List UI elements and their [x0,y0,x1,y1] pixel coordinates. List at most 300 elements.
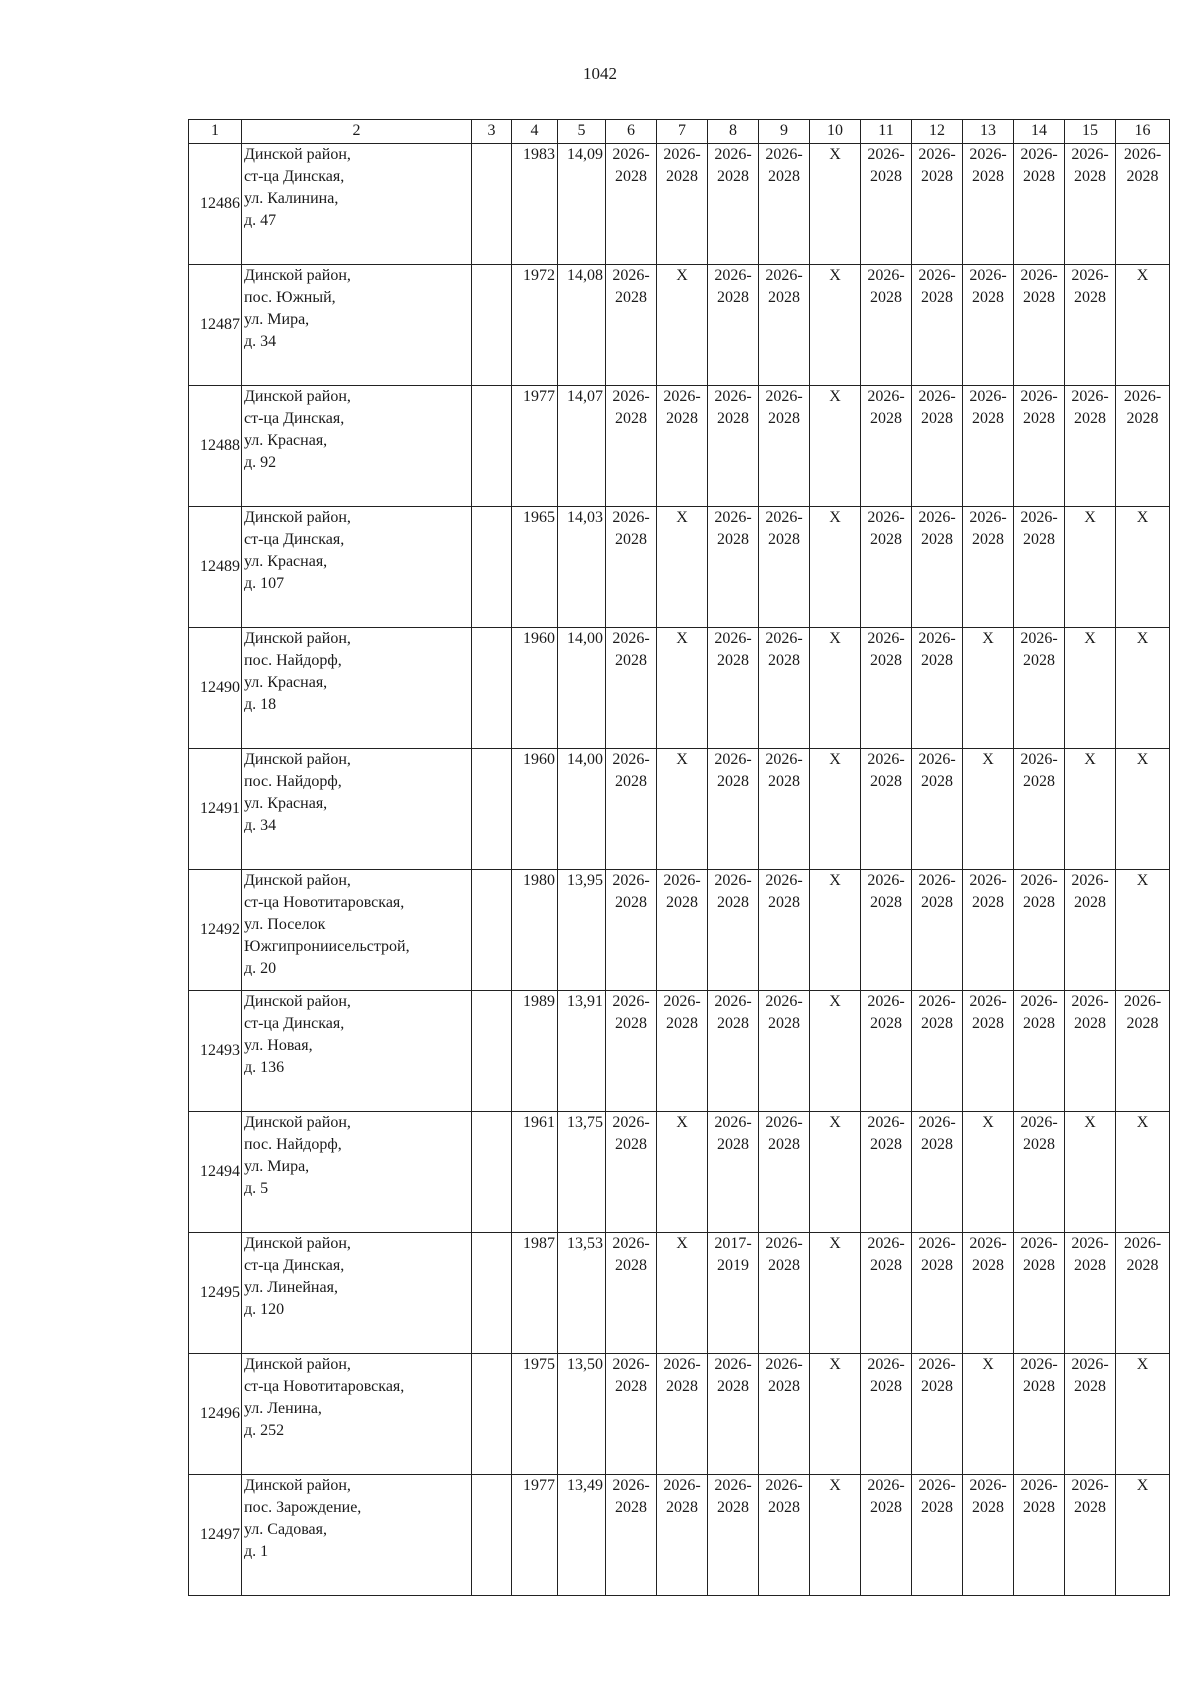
period-cell [1116,1475,1170,1596]
period-cell [810,628,861,749]
year-cell: 1989 [512,991,558,1112]
period-text: 2026- 2028 [765,146,803,185]
area-cell: 14,03 [558,507,606,628]
period-text: X [982,630,994,647]
table-row [189,1233,1170,1354]
period-cell [759,628,810,749]
column-header-7: 7 [657,120,708,144]
period-cell [606,870,657,991]
period-cell [1116,628,1170,749]
period-text: 2026- 2028 [1020,509,1058,548]
period-text: 2026- 2028 [765,872,803,911]
period-cell [759,1233,810,1354]
row-number: 12496 [189,1354,242,1475]
period-cell [912,749,963,870]
period-cell [657,870,708,991]
period-cell [708,628,759,749]
period-cell [708,507,759,628]
period-cell [759,1112,810,1233]
period-cell [606,1475,657,1596]
period-text: 2026- 2028 [765,630,803,669]
period-text: X [829,1114,841,1131]
period-cell [963,1475,1014,1596]
row-number: 12487 [189,265,242,386]
period-text: 2026- 2028 [918,1114,956,1153]
period-cell [606,507,657,628]
period-text: 2026- 2028 [1123,1235,1162,1274]
period-text: 2026- 2028 [1123,993,1162,1032]
column-3-cell [472,1475,512,1596]
period-cell [912,991,963,1112]
period-text: X [676,1235,688,1252]
period-cell [963,265,1014,386]
address-cell [242,749,472,870]
period-cell [810,1112,861,1233]
address-cell [242,1233,472,1354]
address-line: Динской район, [244,267,351,284]
period-text: 2026- 2028 [969,388,1007,427]
address-line: д. 34 [244,333,277,350]
column-3-cell [472,1112,512,1233]
period-cell [708,144,759,265]
period-text: X [676,509,688,526]
period-text: 2026- 2028 [765,509,803,548]
address-line: Динской район, [244,388,351,405]
period-cell [657,991,708,1112]
period-cell [1065,265,1116,386]
period-cell [657,265,708,386]
period-cell [1014,386,1065,507]
period-text: X [829,388,841,405]
header-row [189,120,1170,144]
period-text: 2026- 2028 [867,1356,905,1395]
area-cell: 13,50 [558,1354,606,1475]
period-cell [1065,991,1116,1112]
address-line: ст-ца Новотитаровская, [244,894,405,911]
period-cell [810,265,861,386]
period-cell [912,1112,963,1233]
address-line: ул. Красная, [244,795,328,812]
area-cell: 14,08 [558,265,606,386]
period-cell [708,265,759,386]
period-cell [606,1233,657,1354]
period-text: 2026- 2028 [765,388,803,427]
address-line: д. 20 [244,960,277,977]
table-row [189,991,1170,1112]
period-cell [861,265,912,386]
period-text: 2026- 2028 [969,146,1007,185]
period-text: 2026- 2028 [714,751,752,790]
period-cell [810,386,861,507]
address-line: ул. Поселок [244,916,326,933]
period-cell [1116,507,1170,628]
address-line: пос. Южный, [244,289,336,306]
area-cell: 14,07 [558,386,606,507]
period-cell [861,386,912,507]
period-text: 2026- 2028 [1071,146,1109,185]
address-cell [242,991,472,1112]
address-line: д. 18 [244,696,277,713]
address-cell [242,386,472,507]
period-text: 2026- 2028 [714,388,752,427]
period-cell [708,386,759,507]
table-row [189,144,1170,265]
period-cell [606,749,657,870]
period-cell [861,628,912,749]
period-text: 2026- 2028 [918,993,956,1032]
period-cell [708,749,759,870]
address-line: д. 107 [244,575,285,592]
period-text: 2026- 2028 [612,1114,650,1153]
year-cell: 1960 [512,628,558,749]
period-cell [1116,1354,1170,1475]
period-cell [1065,1354,1116,1475]
period-text: 2026- 2028 [867,751,905,790]
period-text: 2026- 2028 [918,872,956,911]
period-text: X [829,630,841,647]
column-header-8: 8 [708,120,759,144]
period-text: 2026- 2028 [1123,146,1162,185]
period-text: 2026- 2028 [1020,1114,1058,1153]
period-cell [1014,870,1065,991]
period-cell [1116,749,1170,870]
period-cell [1116,991,1170,1112]
row-number: 12493 [189,991,242,1112]
period-cell [963,1354,1014,1475]
column-header-9: 9 [759,120,810,144]
address-line: Южгипрониисельстрой, [244,938,410,955]
period-text: 2026- 2028 [714,630,752,669]
column-header-14: 14 [1014,120,1065,144]
address-line: Динской район, [244,1114,351,1131]
period-cell [606,1112,657,1233]
area-cell: 14,09 [558,144,606,265]
period-text: 2026- 2028 [1020,1477,1058,1516]
period-text: 2026- 2028 [612,993,650,1032]
address-line: ул. Садовая, [244,1521,327,1538]
period-text: 2026- 2028 [612,630,650,669]
period-cell [861,144,912,265]
address-line: д. 136 [244,1059,285,1076]
column-header-15: 15 [1065,120,1116,144]
period-text: 2026- 2028 [612,1235,650,1274]
address-line: д. 92 [244,454,277,471]
period-cell [606,144,657,265]
address-line: ул. Новая, [244,1037,313,1054]
area-cell: 13,75 [558,1112,606,1233]
row-number: 12495 [189,1233,242,1354]
address-cell [242,870,472,991]
period-cell [1065,870,1116,991]
area-cell: 13,53 [558,1233,606,1354]
address-cell [242,628,472,749]
period-cell [606,386,657,507]
table-row [189,870,1170,991]
column-header-13: 13 [963,120,1014,144]
address-line: Динской район, [244,1235,351,1252]
period-cell [759,749,810,870]
period-text: 2026- 2028 [1123,388,1162,427]
period-cell [657,1354,708,1475]
period-cell [861,507,912,628]
period-cell [1065,628,1116,749]
period-text: 2026- 2028 [663,1356,701,1395]
address-cell [242,507,472,628]
period-text: 2026- 2028 [1020,146,1058,185]
year-cell: 1972 [512,265,558,386]
period-text: 2026- 2028 [1071,1235,1109,1274]
address-cell [242,1354,472,1475]
period-text: 2026- 2028 [612,267,650,306]
period-cell [1014,628,1065,749]
registry-table [188,119,1170,1596]
period-cell [912,628,963,749]
period-cell [963,1112,1014,1233]
table-row [189,507,1170,628]
period-text: 2026- 2028 [612,1356,650,1395]
period-text: 2026- 2028 [1020,1356,1058,1395]
period-cell [759,870,810,991]
period-cell [708,870,759,991]
column-header-2: 2 [242,120,472,144]
period-cell [810,991,861,1112]
year-cell: 1961 [512,1112,558,1233]
period-cell [912,507,963,628]
period-cell [708,991,759,1112]
period-cell [1116,1233,1170,1354]
period-text: 2026- 2028 [765,751,803,790]
period-text: 2026- 2028 [867,267,905,306]
period-cell [606,1354,657,1475]
period-cell [1014,1475,1065,1596]
period-text: X [829,267,841,284]
column-header-12: 12 [912,120,963,144]
address-line: ул. Калинина, [244,190,339,207]
address-line: ст-ца Динская, [244,531,345,548]
period-cell [861,870,912,991]
address-line: ул. Мира, [244,1158,310,1175]
address-line: д. 5 [244,1180,269,1197]
address-line: ул. Ленина, [244,1400,322,1417]
period-cell [963,144,1014,265]
address-cell [242,144,472,265]
period-text: X [982,1356,994,1373]
period-text: 2026- 2028 [765,1235,803,1274]
table-body [189,144,1170,1596]
period-text: X [829,1235,841,1252]
period-text: 2026- 2028 [1020,1235,1058,1274]
row-number: 12492 [189,870,242,991]
period-cell [963,507,1014,628]
period-cell [912,1475,963,1596]
period-cell [1065,749,1116,870]
period-cell [861,1354,912,1475]
period-text: 2026- 2028 [1020,630,1058,669]
period-text: 2026- 2028 [969,993,1007,1032]
address-line: пос. Найдорф, [244,1136,342,1153]
period-text: 2026- 2028 [969,267,1007,306]
period-text: 2026- 2028 [765,993,803,1032]
period-text: 2026- 2028 [663,388,701,427]
area-cell: 13,95 [558,870,606,991]
period-cell [657,749,708,870]
period-text: 2026- 2028 [663,146,701,185]
period-text: 2026- 2028 [867,1114,905,1153]
area-cell: 14,00 [558,628,606,749]
period-text: X [982,751,994,768]
period-text: 2026- 2028 [663,993,701,1032]
period-cell [759,144,810,265]
row-number: 12494 [189,1112,242,1233]
period-cell [1065,386,1116,507]
period-text: X [1084,630,1096,647]
column-header-6: 6 [606,120,657,144]
period-text: 2026- 2028 [612,146,650,185]
column-3-cell [472,507,512,628]
period-cell [963,991,1014,1112]
year-cell: 1980 [512,870,558,991]
period-cell [861,1112,912,1233]
period-text: 2026- 2028 [765,1356,803,1395]
column-3-cell [472,628,512,749]
period-text: 2026- 2028 [867,1477,905,1516]
period-cell [708,1112,759,1233]
address-line: Динской район, [244,1477,351,1494]
period-text: 2026- 2028 [663,1477,701,1516]
period-cell [1014,507,1065,628]
period-cell [708,1475,759,1596]
period-text: 2026- 2028 [612,751,650,790]
period-cell [1014,1354,1065,1475]
period-cell [657,386,708,507]
period-cell [810,1354,861,1475]
period-text: X [829,146,841,163]
period-text: 2026- 2028 [714,267,752,306]
period-cell [606,265,657,386]
period-text: 2026- 2028 [918,1235,956,1274]
period-text: 2026- 2028 [1020,388,1058,427]
period-text: 2026- 2028 [867,509,905,548]
period-text: X [676,1114,688,1131]
address-line: Динской район, [244,146,351,163]
address-line: Динской район, [244,509,351,526]
address-line: пос. Зарождение, [244,1499,362,1516]
period-cell [912,144,963,265]
year-cell: 1977 [512,386,558,507]
period-cell [1065,1475,1116,1596]
period-text: 2026- 2028 [1071,1477,1109,1516]
period-cell [657,1475,708,1596]
period-cell [759,507,810,628]
column-header-16: 16 [1116,120,1170,144]
period-text: X [1136,267,1149,284]
period-cell [912,1354,963,1475]
period-text: 2026- 2028 [867,630,905,669]
address-cell [242,1112,472,1233]
period-text: 2026- 2028 [1020,993,1058,1032]
period-cell [759,265,810,386]
address-cell [242,1475,472,1596]
column-header-3: 3 [472,120,512,144]
period-text: X [829,1356,841,1373]
period-text: 2026- 2028 [1020,267,1058,306]
period-text: X [982,1114,994,1131]
period-cell [1014,991,1065,1112]
period-text: X [829,1477,841,1494]
year-cell: 1987 [512,1233,558,1354]
period-text: X [1084,1114,1096,1131]
period-cell [606,991,657,1112]
row-number: 12488 [189,386,242,507]
period-text: X [676,630,688,647]
period-text: 2026- 2028 [969,1477,1007,1516]
period-text: 2026- 2028 [918,630,956,669]
address-line: ст-ца Динская, [244,1015,345,1032]
period-text: 2026- 2028 [714,146,752,185]
period-cell [1116,1112,1170,1233]
period-text: 2026- 2028 [714,509,752,548]
period-cell [759,1475,810,1596]
period-text: 2026- 2028 [714,1356,752,1395]
period-text: 2026- 2028 [765,1114,803,1153]
period-cell [657,507,708,628]
period-text: 2026- 2028 [918,267,956,306]
period-cell [1116,870,1170,991]
column-header-5: 5 [558,120,606,144]
period-text: 2026- 2028 [969,872,1007,911]
period-cell [1116,386,1170,507]
period-text: X [1136,1356,1149,1373]
period-text: 2017- 2019 [714,1235,752,1274]
address-line: ул. Мира, [244,311,310,328]
column-3-cell [472,991,512,1112]
period-text: 2026- 2028 [918,509,956,548]
period-text: X [1136,1114,1149,1131]
period-cell [1065,144,1116,265]
period-cell [1014,1112,1065,1233]
column-header-11: 11 [861,120,912,144]
period-text: X [676,267,688,284]
period-text: X [829,509,841,526]
period-text: 2026- 2028 [867,872,905,911]
table-row [189,1354,1170,1475]
column-3-cell [472,1354,512,1475]
address-cell [242,265,472,386]
table-row [189,265,1170,386]
period-cell [657,628,708,749]
address-line: пос. Найдорф, [244,773,342,790]
period-cell [1065,1112,1116,1233]
period-text: 2026- 2028 [918,1477,956,1516]
year-cell: 1975 [512,1354,558,1475]
address-line: Динской район, [244,993,351,1010]
period-cell [1014,144,1065,265]
period-text: X [676,751,688,768]
period-text: X [1136,872,1149,889]
year-cell: 1960 [512,749,558,870]
period-cell [1014,1233,1065,1354]
address-line: Динской район, [244,1356,351,1373]
period-cell [912,870,963,991]
period-cell [861,991,912,1112]
address-line: д. 252 [244,1422,285,1439]
table-row [189,386,1170,507]
period-text: 2026- 2028 [714,1477,752,1516]
address-line: д. 47 [244,212,277,229]
year-cell: 1965 [512,507,558,628]
period-text: 2026- 2028 [1020,751,1058,790]
period-cell [861,1475,912,1596]
